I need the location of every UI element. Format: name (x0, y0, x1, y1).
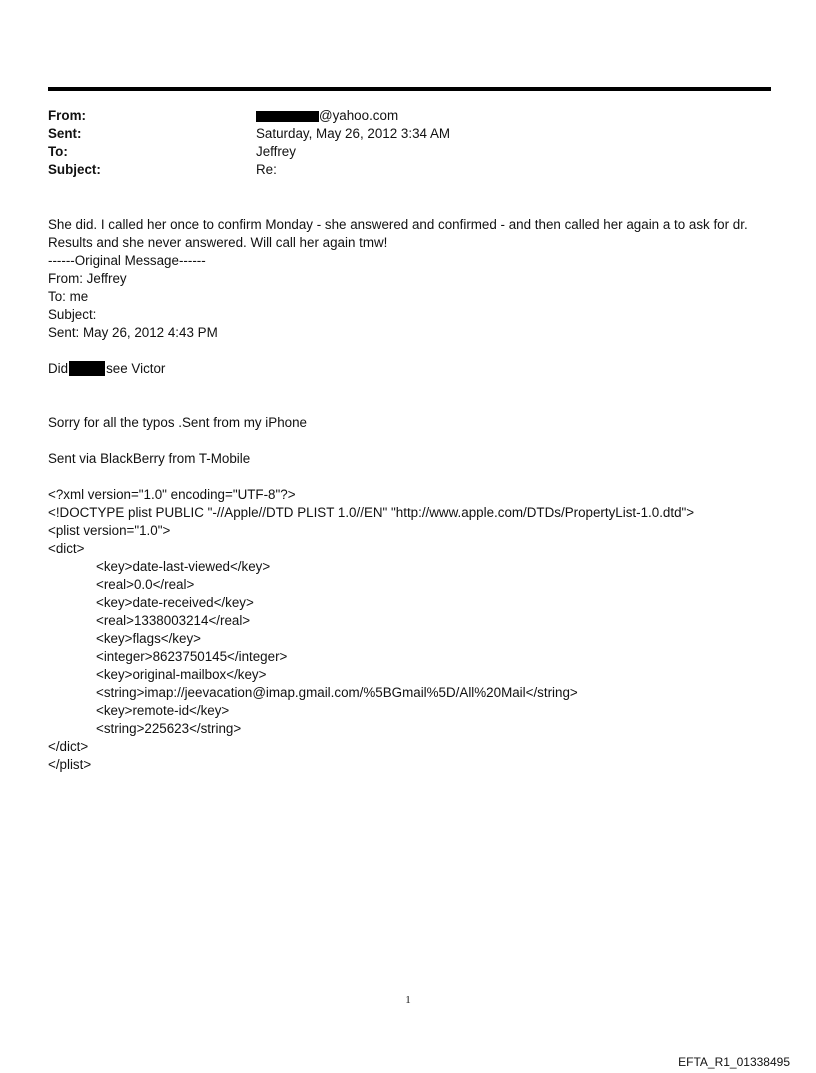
xml-line: <key>date-received</key> (96, 595, 254, 610)
xml-line: <?xml version="1.0" encoding="UTF-8"?> (48, 487, 296, 502)
xml-line: <real>1338003214</real> (96, 613, 251, 628)
subject-row (48, 161, 768, 179)
sent-row (48, 125, 768, 143)
plist-block (48, 486, 778, 774)
xml-line: <real>0.0</real> (96, 577, 195, 592)
from-row (48, 107, 768, 125)
to-value: Jeffrey (256, 144, 296, 159)
email-body (48, 216, 778, 774)
original-to: To: me (48, 289, 89, 304)
blackberry-signature: Sent via BlackBerry from T-Mobile (48, 451, 251, 466)
did-text: Did (48, 361, 69, 376)
subject-value: Re: (256, 162, 277, 177)
original-from: From: Jeffrey (48, 271, 127, 286)
xml-line: </plist> (48, 757, 92, 772)
from-value (256, 107, 398, 125)
body-line: Results and she never answered. Will call her again tmw! (48, 235, 388, 250)
sent-label: Sent: (48, 126, 82, 141)
original-message-header: ------Original Message------ (48, 253, 206, 268)
did-text-after: see Victor (106, 361, 166, 376)
from-domain: @yahoo.com (319, 108, 399, 123)
xml-line: <string>225623</string> (96, 721, 242, 736)
redaction-box (69, 361, 105, 376)
xml-line: <string>imap://jeevacation@imap.gmail.com/%5BGmail%5D/All%20Mail</string> (96, 685, 578, 700)
xml-line: <plist version="1.0"> (48, 523, 171, 538)
to-row (48, 143, 768, 161)
xml-line: <key>remote-id</key> (96, 703, 230, 718)
header-rule (48, 87, 771, 91)
email-header (48, 107, 768, 179)
original-subject: Subject: (48, 307, 97, 322)
page-number: 1 (405, 994, 411, 1006)
subject-label: Subject: (48, 162, 101, 177)
body-line: She did. I called her once to confirm Monday - she answered and confirmed - and then called her again a to ask for dr. (48, 217, 748, 232)
xml-line: <key>original-mailbox</key> (96, 667, 267, 682)
xml-line: <key>flags</key> (96, 631, 201, 646)
original-sent: Sent: May 26, 2012 4:43 PM (48, 325, 218, 340)
to-label: To: (48, 144, 68, 159)
redaction-box (256, 111, 319, 122)
xml-line: <dict> (48, 541, 85, 556)
xml-line: </dict> (48, 739, 89, 754)
sent-value: Saturday, May 26, 2012 3:34 AM (256, 126, 451, 141)
from-label: From: (48, 108, 86, 123)
document-id: EFTA_R1_01338495 (678, 1055, 790, 1069)
xml-line: <key>date-last-viewed</key> (96, 559, 271, 574)
xml-line: <integer>8623750145</integer> (96, 649, 288, 664)
did-line (48, 360, 778, 378)
typos-signature: Sorry for all the typos .Sent from my iPhone (48, 415, 307, 430)
xml-line: <!DOCTYPE plist PUBLIC "-//Apple//DTD PLIST 1.0//EN" "http://www.apple.com/DTDs/PropertyList-1.0.dtd"> (48, 505, 695, 520)
